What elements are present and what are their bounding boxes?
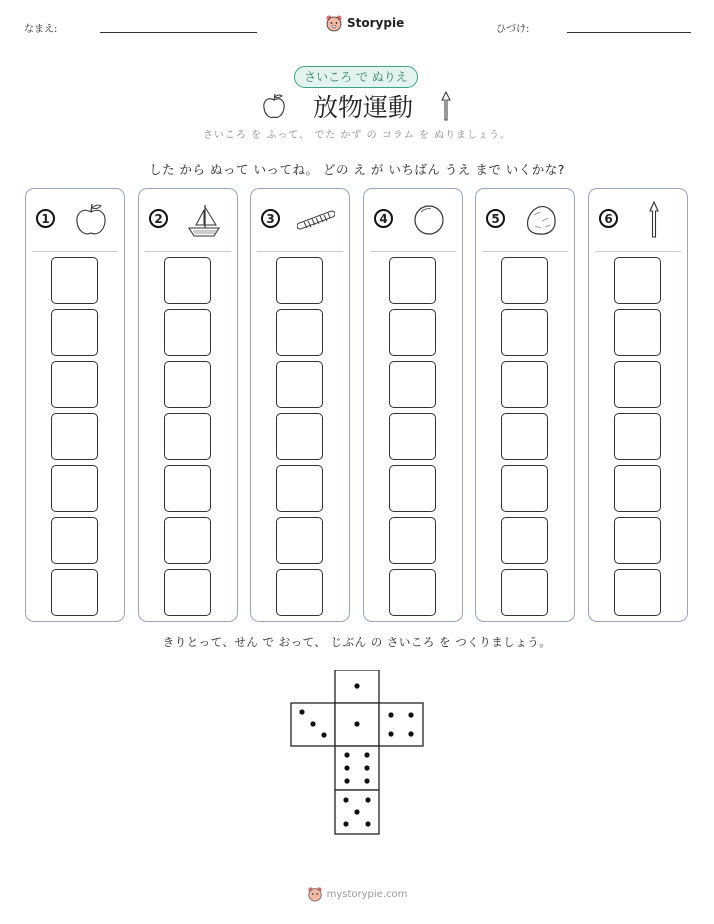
rope-icon [297, 201, 335, 239]
column-1 [25, 188, 125, 622]
color-cell[interactable] [501, 465, 548, 512]
color-cell[interactable] [164, 361, 211, 408]
color-cell[interactable] [389, 309, 436, 356]
color-cell[interactable] [276, 361, 323, 408]
sailboat-icon [185, 201, 223, 239]
color-cell[interactable] [51, 569, 98, 616]
dice-face-lower [335, 746, 379, 790]
column-number: 3 [261, 209, 280, 228]
worksheet-badge: さいころ で ぬりえ [294, 66, 418, 88]
column-3 [250, 188, 350, 622]
brand-logo [325, 13, 404, 33]
column-5 [475, 188, 575, 622]
column-4 [363, 188, 463, 622]
color-cell[interactable] [276, 569, 323, 616]
color-cell[interactable] [164, 413, 211, 460]
column-number: 5 [486, 209, 505, 228]
arrow-icon [635, 201, 673, 239]
color-cell[interactable] [501, 257, 548, 304]
color-cell[interactable] [276, 309, 323, 356]
cut-instruction: きりとって、せん で おって、 じぶん の さいころ を つくりましょう。 [162, 635, 552, 649]
color-cell[interactable] [389, 413, 436, 460]
column-divider [145, 251, 231, 252]
color-cell[interactable] [51, 309, 98, 356]
color-cell[interactable] [389, 257, 436, 304]
column-divider [370, 251, 456, 252]
color-cell[interactable] [614, 413, 661, 460]
color-cell[interactable] [501, 569, 548, 616]
color-cell[interactable] [51, 257, 98, 304]
column-number: 1 [36, 209, 55, 228]
color-cell[interactable] [164, 569, 211, 616]
bear-mascot-icon [307, 886, 323, 902]
color-cell[interactable] [51, 465, 98, 512]
color-cell[interactable] [614, 309, 661, 356]
color-cell[interactable] [51, 517, 98, 564]
column-divider [595, 251, 681, 252]
column-2 [138, 188, 238, 622]
name-line [100, 32, 257, 33]
column-6 [588, 188, 688, 622]
color-cell[interactable] [501, 413, 548, 460]
column-number: 2 [149, 209, 168, 228]
color-cell[interactable] [276, 257, 323, 304]
bear-mascot-icon [325, 14, 343, 32]
color-cell[interactable] [389, 465, 436, 512]
color-cell[interactable] [389, 569, 436, 616]
color-cell[interactable] [614, 257, 661, 304]
color-cell[interactable] [164, 257, 211, 304]
color-cell[interactable] [501, 361, 548, 408]
color-cell[interactable] [501, 309, 548, 356]
color-cell[interactable] [51, 361, 98, 408]
color-cell[interactable] [614, 361, 661, 408]
column-divider [32, 251, 118, 252]
color-cell[interactable] [389, 361, 436, 408]
color-cell[interactable] [51, 413, 98, 460]
page-title: 放物運動 [312, 93, 413, 122]
color-cell[interactable] [614, 569, 661, 616]
dice-net [290, 670, 426, 836]
name-label: なまえ: [24, 24, 58, 35]
column-number: 4 [374, 209, 393, 228]
column-number: 6 [599, 209, 618, 228]
apple-icon [261, 92, 287, 120]
color-cell[interactable] [164, 465, 211, 512]
dice-face-right [379, 703, 423, 746]
date-label: ひづけ: [496, 24, 530, 35]
ball-icon [410, 201, 448, 239]
color-cell[interactable] [614, 517, 661, 564]
footer [0, 886, 714, 902]
column-divider [482, 251, 568, 252]
color-cell[interactable] [164, 309, 211, 356]
color-cell[interactable] [164, 517, 211, 564]
column-divider [257, 251, 343, 252]
color-cell[interactable] [276, 465, 323, 512]
subtitle: さいころ を ふって、 でた かず の コラム を ぬりましょう。 [202, 130, 512, 141]
arrow-icon [439, 91, 453, 121]
color-cell[interactable] [501, 517, 548, 564]
title-row [0, 88, 714, 124]
apple-icon [72, 201, 110, 239]
color-cell[interactable] [276, 517, 323, 564]
footer-url[interactable]: mystorypie.com [326, 888, 408, 900]
color-cell[interactable] [389, 517, 436, 564]
color-cell[interactable] [614, 465, 661, 512]
instruction: した から ぬって いってね。 どの え が いちばん うえ まで いくかな? [149, 162, 565, 177]
rock-icon [522, 201, 560, 239]
brand-name: Storypie [347, 16, 405, 30]
color-cell[interactable] [276, 413, 323, 460]
date-line [567, 32, 691, 33]
